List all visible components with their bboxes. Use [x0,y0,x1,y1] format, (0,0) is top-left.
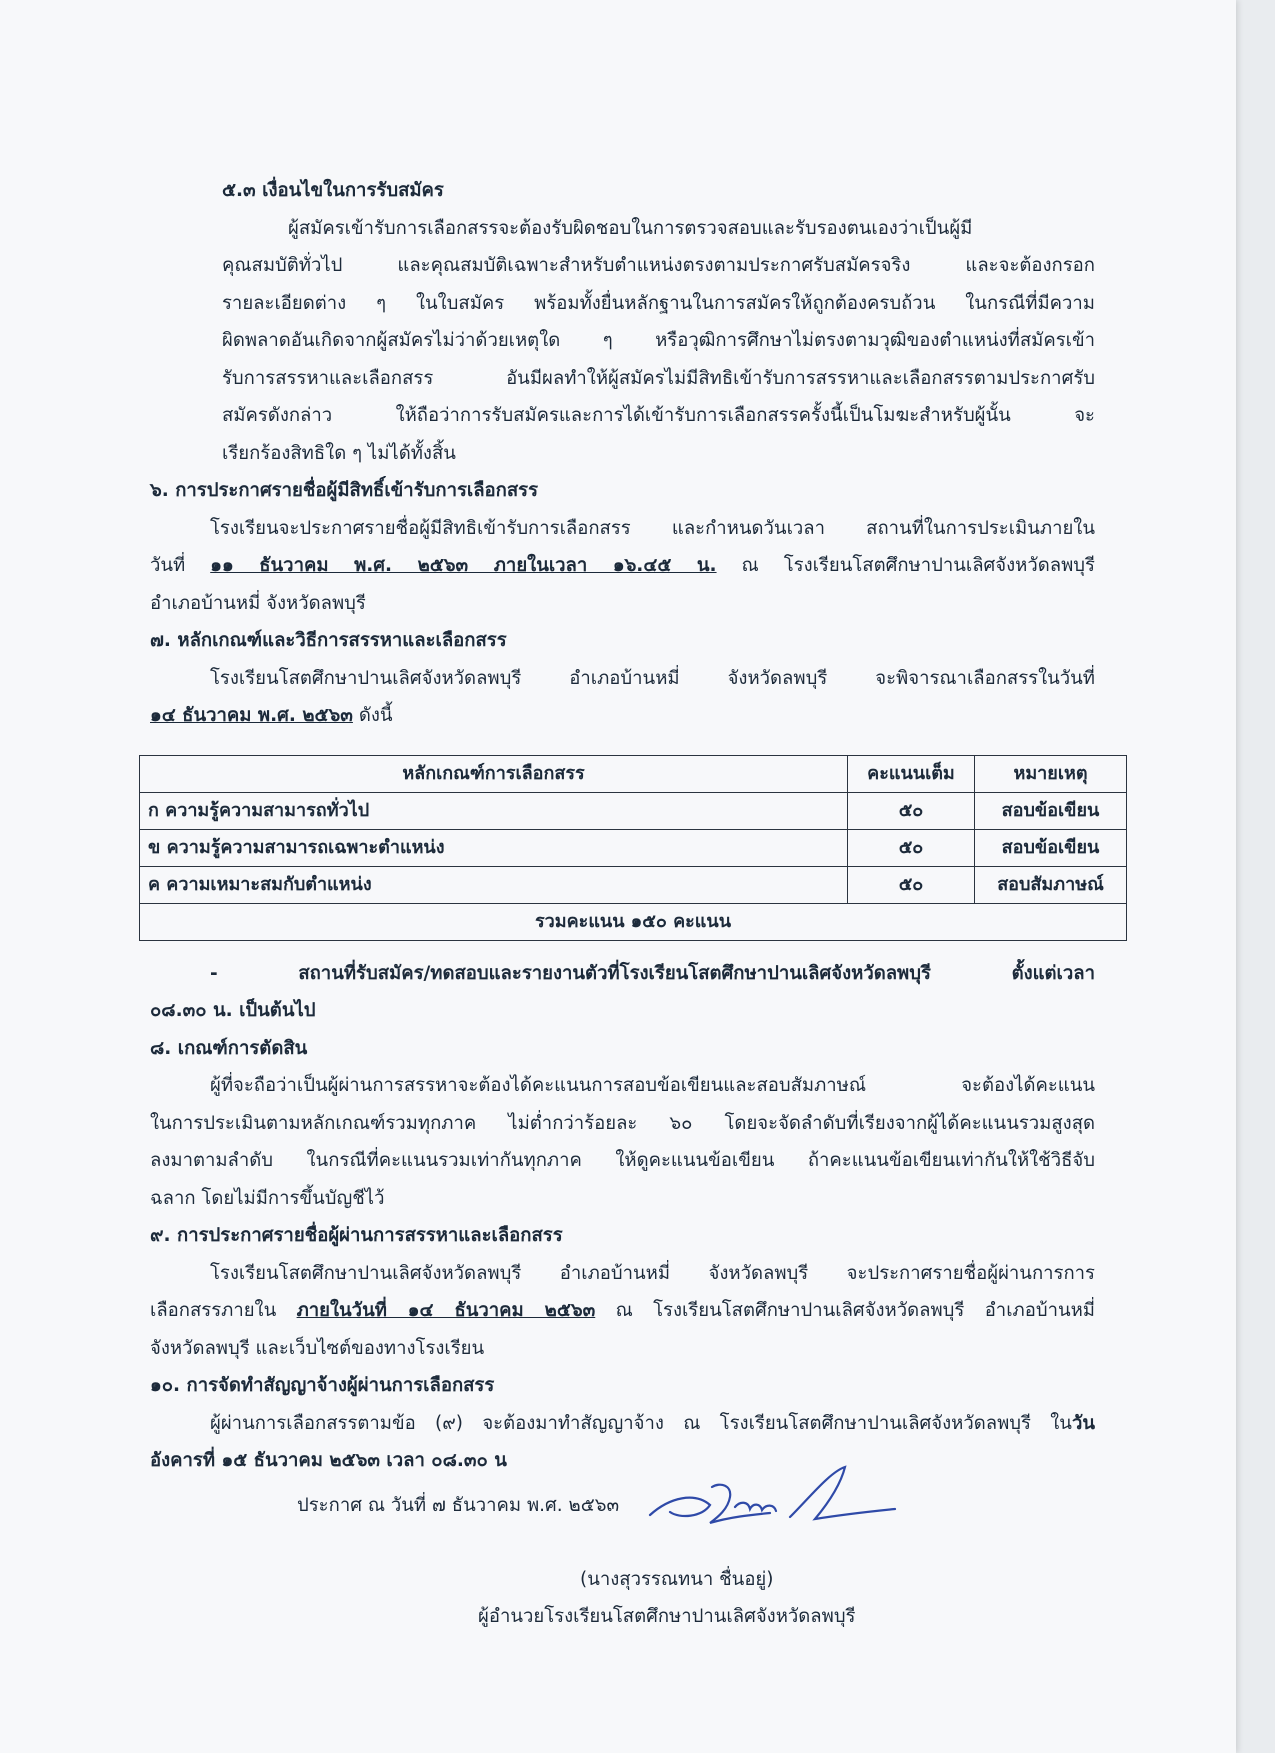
remark-cell: สอบข้อเขียน [975,829,1127,866]
venue-line-2: ๐๘.๓๐ น. เป็นต้นไป [150,1000,316,1021]
section-5-3-line-5: รับการสรรหาและเลือกสรร อันมีผลทำให้ผู้สมัครไม่มีสิทธิเข้ารับการสรรหาและเลือกสรรตามประกาศรับ [222,367,1095,389]
criteria-table [139,755,1127,941]
remark-cell: สอบข้อเขียน [975,792,1127,829]
section-9-line-2-post: ณ โรงเรียนโสตศึกษาปานเลิศจังหวัดลพบุรี อำเภอบ้านหมี่ [595,1300,1095,1321]
score-cell: ๕๐ [848,866,975,903]
section-6-line-2-post: ณ โรงเรียนโสตศึกษาปานเลิศจังหวัดลพบุรี [716,555,1095,576]
criteria-cell: ข ความรู้ความสามารถเฉพาะตำแหน่ง [140,829,848,866]
section-10-line-2 [150,1442,1095,1480]
section-7-line-2-post: ดังนี้ [352,705,393,726]
section-8-line-1: ผู้ที่จะถือว่าเป็นผู้ผ่านการสรรหาจะต้องได้คะแนนการสอบข้อเขียนและสอบสัมภาษณ์ จะต้องได้คะแนน [210,1075,1095,1096]
announcement-date: ประกาศ ณ วันที่ ๗ ธันวาคม พ.ศ. ๒๕๖๓ [297,1495,620,1516]
section-5-3-line-1: ผู้สมัครเข้ารับการเลือกสรรจะต้องรับผิดชอบในการตรวจสอบและรับรองตนเองว่าเป็นผู้มี [288,217,973,239]
criteria-header: หลักเกณฑ์การเลือกสรร [140,755,848,792]
section-9-date: ภายในวันที่ ๑๔ ธันวาคม ๒๕๖๓ [296,1300,596,1321]
section-5-3-heading: ๕.๓ เงื่อนไขในการรับสมัคร [222,180,444,201]
section-10-line-1-bold: วัน [1071,1412,1095,1434]
venue-line-1: - สถานที่รับสมัคร/ทดสอบและรายงานตัวที่โรงเรียนโสตศึกษาปานเลิศจังหวัดลพบุรี ตั้งแต่เวลา [210,962,1095,984]
signature-block [0,1487,1236,1637]
section-9-line-2 [150,1292,1095,1330]
section-10-line-1-pre: ผู้ผ่านการเลือกสรรตามข้อ (๙) จะต้องมาทำสัญญาจ้าง ณ โรงเรียนโสตศึกษาปานเลิศจังหวัดลพบุรี ใน [210,1412,1072,1434]
section-10-date: อังคารที่ ๑๕ ธันวาคม ๒๕๖๓ [150,1450,380,1471]
section-10-heading: ๑๐. การจัดทำสัญญาจ้างผู้ผ่านการเลือกสรร [150,1375,495,1396]
score-cell: ๕๐ [848,829,975,866]
signatory-name: (นางสุวรรณทนา ชื่นอยู่) [580,1569,774,1590]
section-8-line-4: ฉลาก โดยไม่มีการขึ้นบัญชีไว้ [150,1187,385,1209]
section-9-line-3: จังหวัดลพบุรี และเว็บไซต์ของทางโรงเรียน [150,1337,485,1359]
signatory-title: ผู้อำนวยโรงเรียนโสตศึกษาปานเลิศจังหวัดลพบุรี [478,1606,856,1627]
section-5-3-line-6: สมัครดังกล่าว ให้ถือว่าการรับสมัครและการได้เข้ารับการเลือกสรรครั้งนี้เป็นโมฆะสำหรับผู้นั้น จะ [222,405,1095,426]
section-5-3-line-4: ผิดพลาดอันเกิดจากผู้สมัครไม่ว่าด้วยเหตุใด ๆ หรือวุฒิการศึกษาไม่ตรงตามวุฒิของตำแหน่งที่สมัครเข้า [222,330,1095,351]
remark-header: หมายเหตุ [975,755,1127,792]
section-5-3-line-3: รายละเอียดต่าง ๆ ในใบสมัคร พร้อมทั้งยื่นหลักฐานในการสมัครให้ถูกต้องครบถ้วน ในกรณีที่มีความ [222,292,1095,314]
section-6-line-1: โรงเรียนจะประกาศรายชื่อผู้มีสิทธิเข้ารับการเลือกสรร และกำหนดวันเวลา สถานที่ในการประเมินภายใน [210,517,1095,539]
criteria-table-header-row [140,755,1127,792]
section-7-line-1: โรงเรียนโสตศึกษาปานเลิศจังหวัดลพบุรี อำเภอบ้านหมี่ จังหวัดลพบุรี จะพิจารณาเลือกสรรในวันที่ [210,667,1095,689]
section-10-line-1 [150,1405,1095,1443]
section-9-line-2-pre: เลือกสรรภายใน [150,1300,297,1321]
section-5-3-line-7: เรียกร้องสิทธิใด ๆ ไม่ได้ทั้งสิ้น [222,442,456,464]
section-10-line-2-post: เวลา ๐๘.๓๐ น [379,1450,507,1471]
section-5-3-line-2: คุณสมบัติทั่วไป และคุณสมบัติเฉพาะสำหรับตำแหน่งตรงตามประกาศรับสมัครจริง และจะต้องกรอก [222,255,1095,276]
remark-cell: สอบสัมภาษณ์ [975,866,1127,903]
section-6-line-2-pre: วันที่ [150,555,211,576]
section-9-heading: ๙. การประกาศรายชื่อผู้ผ่านการสรรหาและเลือกสรร [150,1225,563,1246]
criteria-cell: ก ความรู้ความสามารถทั่วไป [140,792,848,829]
section-8-line-2: ในการประเมินตามหลักเกณฑ์รวมทุกภาค ไม่ต่ำกว่าร้อยละ ๖๐ โดยจะจัดลำดับที่เรียงจากผู้ได้คะแนนรวมสูงสุด [150,1112,1095,1134]
section-6-line-2 [150,547,1095,585]
section-7-line-2 [150,697,1095,735]
table-row [140,866,1127,903]
section-6-date: ๑๑ ธันวาคม พ.ศ. ๒๕๖๓ ภายในเวลา ๑๖.๔๕ น. [210,555,717,576]
section-9-line-1: โรงเรียนโสตศึกษาปานเลิศจังหวัดลพบุรี อำเภอบ้านหมี่ จังหวัดลพบุรี จะประกาศรายชื่อผู้ผ่านการการ [210,1262,1095,1284]
section-8-line-3: ลงมาตามลำดับ ในกรณีที่คะแนนรวมเท่ากันทุกภาค ให้ดูคะแนนข้อเขียน ถ้าคะแนนข้อเขียนเท่ากันให้ใช้วิธีจับ [150,1150,1095,1171]
table-row [140,792,1127,829]
criteria-total-row [140,903,1127,940]
section-6-heading: ๖. การประกาศรายชื่อผู้มีสิทธิ์เข้ารับการเลือกสรร [150,480,539,501]
section-7-date: ๑๔ ธันวาคม พ.ศ. ๒๕๖๓ [150,705,353,726]
section-6-line-3: อำเภอบ้านหมี่ จังหวัดลพบุรี [150,592,366,614]
section-7-heading: ๗. หลักเกณฑ์และวิธีการสรรหาและเลือกสรร [150,630,507,651]
table-row [140,829,1127,866]
section-8-heading: ๘. เกณฑ์การตัดสิน [150,1037,308,1059]
full-score-header: คะแนนเต็ม [848,755,975,792]
total-score-cell: รวมคะแนน ๑๕๐ คะแนน [140,903,1127,940]
score-cell: ๕๐ [848,792,975,829]
document-body [148,172,1104,1480]
criteria-cell: ค ความเหมาะสมกับตำแหน่ง [140,866,848,903]
handwritten-signature [640,1457,900,1547]
